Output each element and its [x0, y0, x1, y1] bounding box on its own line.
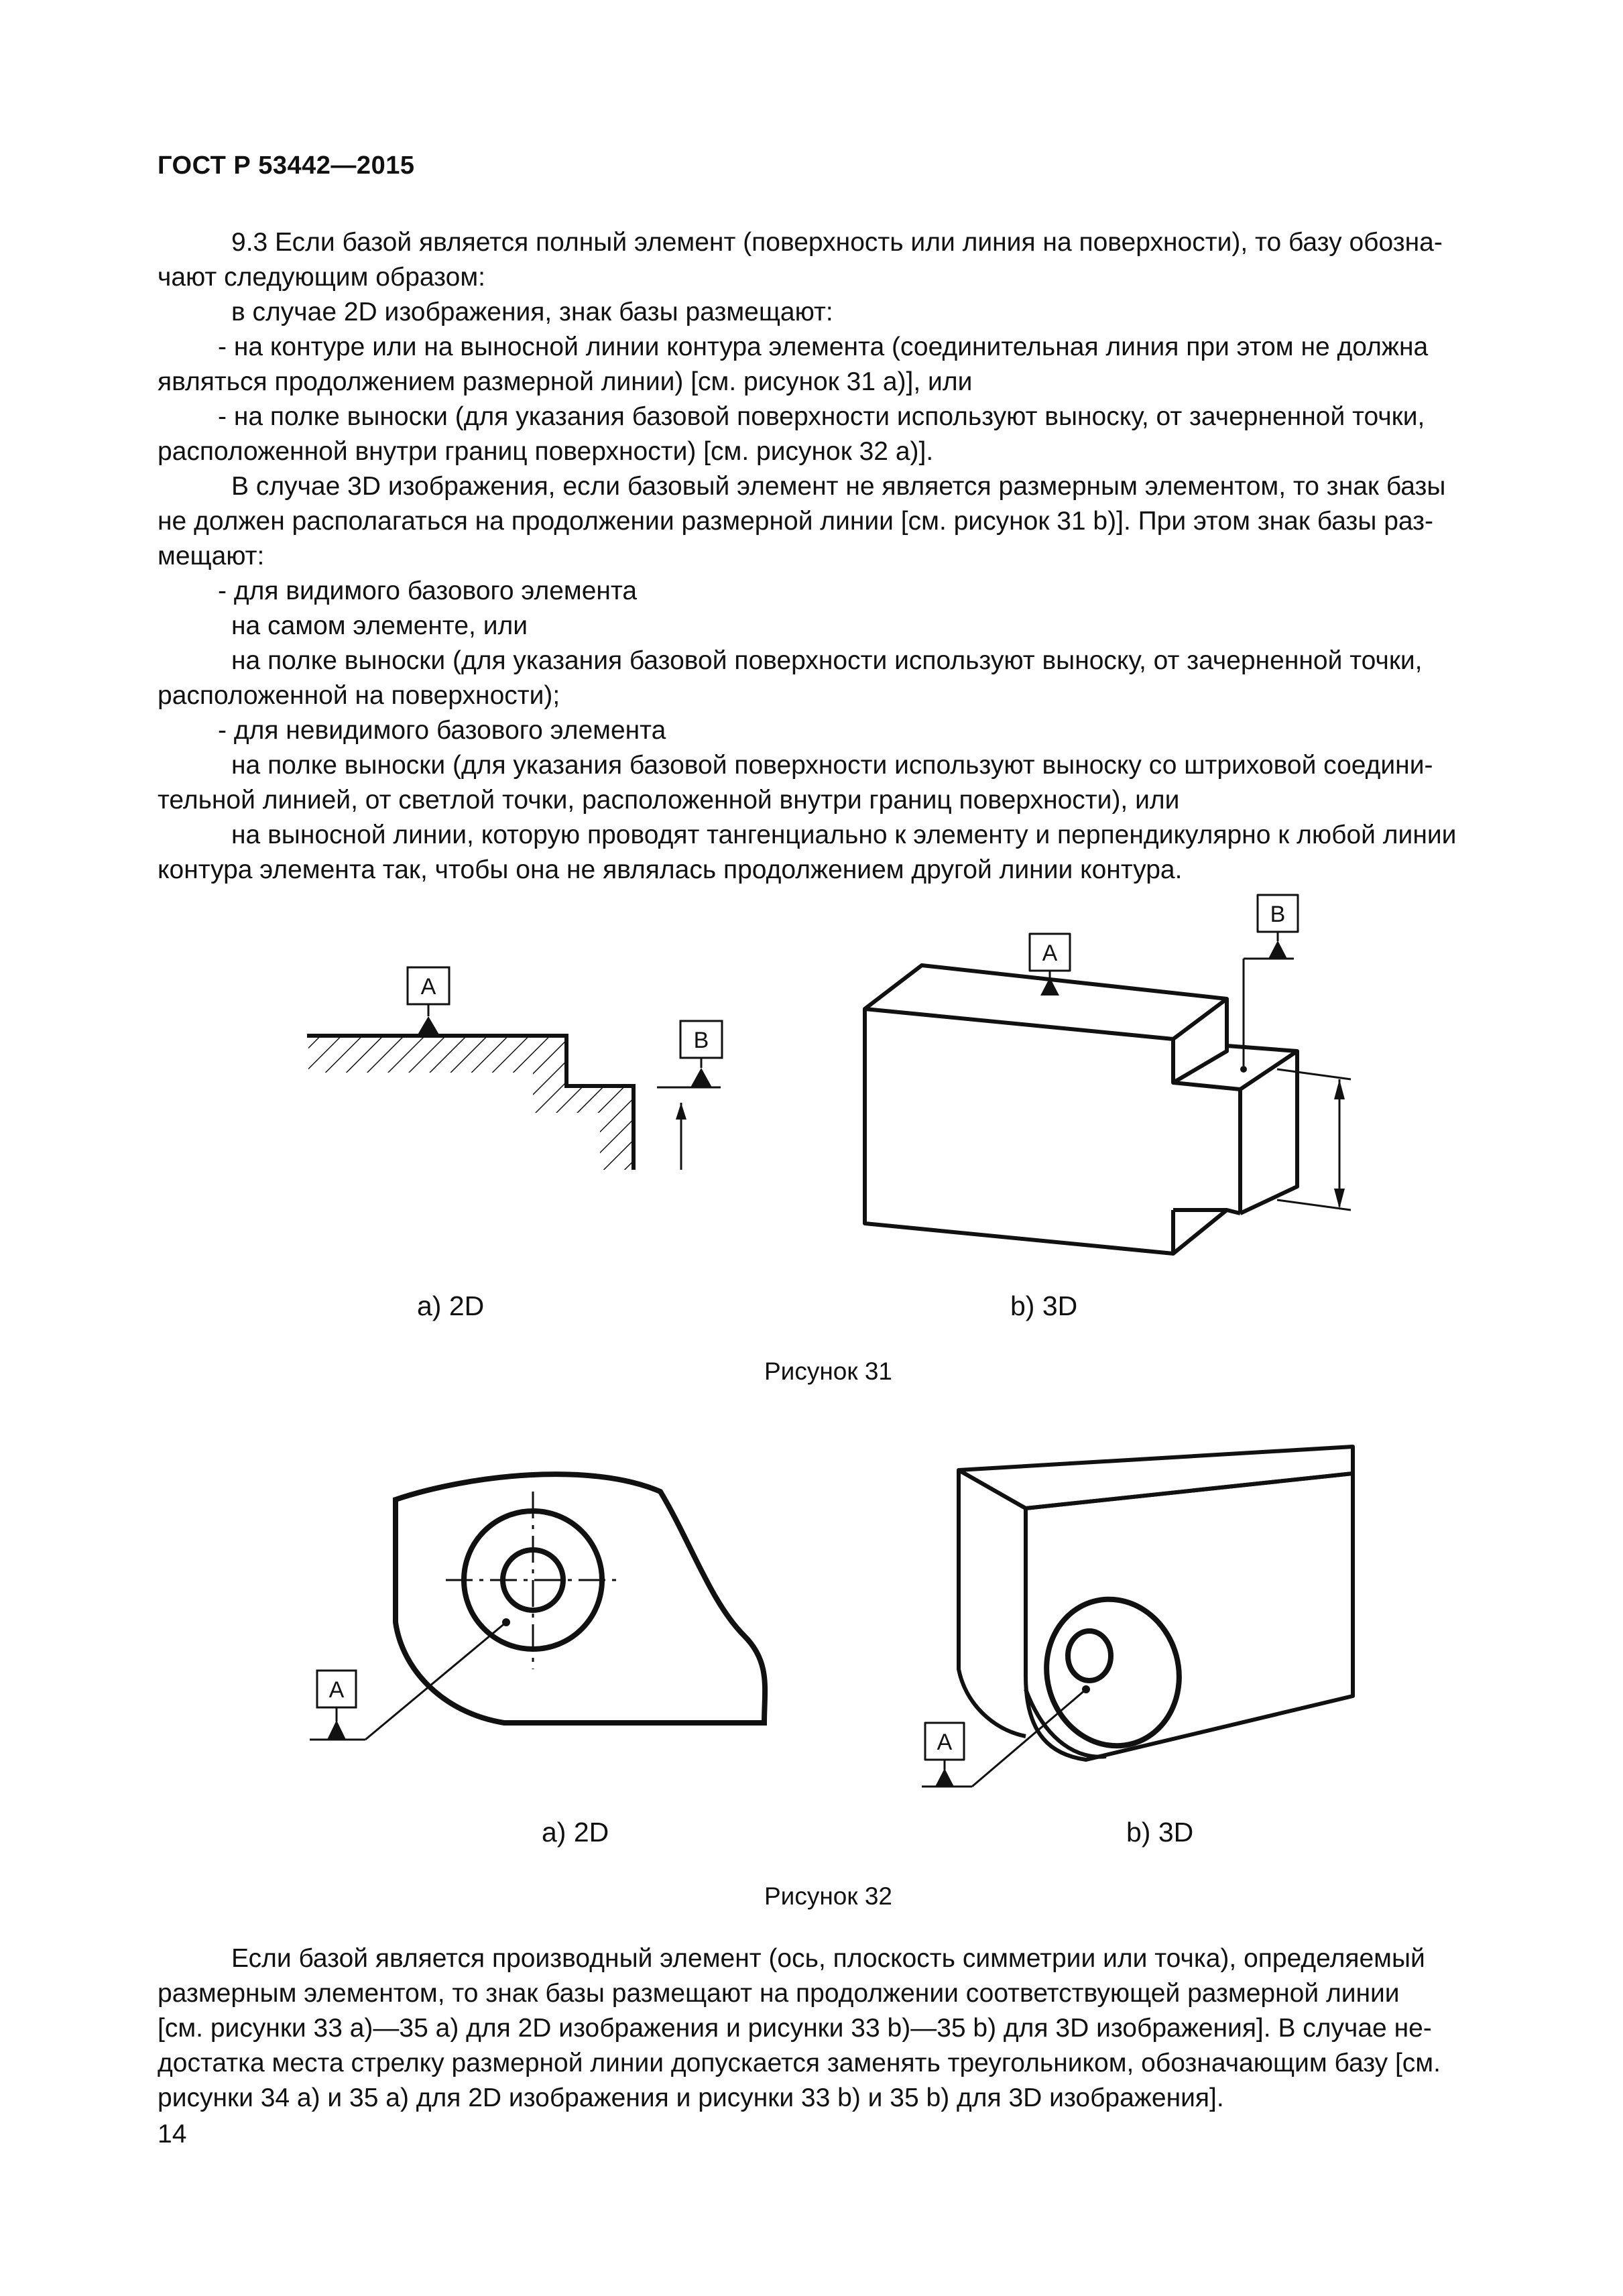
text-line: - на контуре или на выносной линии контура элемента (соединительная линия при этом не должна	[218, 333, 1429, 361]
text-line: [см. рисунки 33 а)—35 а) для 2D изображения и рисунки 33 b)—35 b) для 3D изображения]. В случае не-	[158, 2014, 1432, 2043]
text-line: мещают:	[158, 542, 265, 570]
text-line: на полке выноски (для указания базовой поверхности используют выноску со штриховой соедини-	[231, 751, 1433, 780]
arrow-icon	[1334, 1189, 1345, 1209]
part-contour	[396, 1474, 765, 1723]
datum-triangle-a	[327, 1720, 346, 1740]
inner-circle	[1068, 1631, 1111, 1681]
text-line: на самом элементе, или	[231, 611, 528, 640]
datum-triangle-b3	[1268, 941, 1287, 959]
figure-31a-2d	[307, 967, 722, 1170]
leader-dot	[1240, 1066, 1247, 1073]
text-line: - для видимого базового элемента	[218, 577, 638, 605]
text-line: В случае 3D изображения, если базовый элемент не является размерным элементом, то знак базы	[231, 472, 1446, 501]
figure-31b-3d	[865, 895, 1351, 1254]
subfigure-label-a: а) 2D	[417, 1290, 485, 1321]
datum-triangle-a3	[935, 1768, 954, 1787]
datum-triangle-a	[417, 1016, 440, 1036]
text-line: достатка места стрелку размерной линии допускается заменять треугольником, обозначающим базу [см.	[158, 2049, 1441, 2077]
text-line: на выносной линии, которую проводят тангенциально к элементу и перпендикулярно к любой линии	[231, 821, 1457, 849]
text-line: расположенной внутри границ поверхности) [см. рисунок 32 а)].	[158, 437, 934, 466]
text-line: Если базой является производный элемент (ось, плоскость симметрии или точка), определяемый	[231, 1944, 1425, 1973]
text-line: на полке выноски (для указания базовой поверхности используют выноску, от зачерненной точки,	[231, 646, 1423, 675]
subfigure-label-b: b) 3D	[1010, 1290, 1078, 1321]
datum-label-b: B	[693, 1028, 709, 1053]
leader-dot	[502, 1618, 510, 1626]
text-line: контура элемента так, чтобы она не являлась продолжением другой линии контура.	[158, 855, 1183, 884]
hatching	[308, 1036, 634, 1170]
block-top-face	[865, 965, 1227, 1039]
leader-line	[365, 1622, 506, 1740]
block-top-face	[959, 1447, 1353, 1508]
text-line: 9.3 Если базой является полный элемент (поверхность или линия на поверхности), то базу обозна-	[231, 228, 1443, 257]
datum-label-a3: A	[937, 1730, 953, 1755]
text-line: - на полке выноски (для указания базовой поверхности используют выноску, от зачерненной точки,	[218, 402, 1425, 431]
datum-label-b3: B	[1270, 902, 1286, 927]
text-line: в случае 2D изображения, знак базы размещают:	[231, 298, 833, 326]
text-line: размерным элементом, то знак базы размещают на продолжении соответствующей размерной линии	[158, 1979, 1400, 2008]
block-front-face	[1026, 1473, 1353, 1760]
figure-32a-2d	[310, 1474, 765, 1740]
text-line: тельной линией, от светлой точки, расположенной внутри границ поверхности), или	[158, 786, 1180, 814]
subfigure-label-a: а) 2D	[542, 1817, 609, 1848]
datum-label-a: A	[420, 974, 436, 1000]
arrow-icon	[1334, 1079, 1345, 1099]
text-line: - для невидимого базового элемента	[218, 716, 666, 745]
figure-caption: Рисунок 31	[764, 1357, 892, 1385]
text-line: рисунки 34 а) и 35 а) для 2D изображения и рисунки 33 b) и 35 b) для 3D изображения].	[158, 2083, 1224, 2112]
text-line: чают следующим образом:	[158, 263, 485, 292]
text-line: расположенной на поверхности);	[158, 681, 560, 710]
text-line: не должен располагаться на продолжении размерной линии [см. рисунок 31 b)]. При этом знак базы раз-	[158, 507, 1434, 536]
figure-caption: Рисунок 32	[764, 1882, 892, 1910]
subfigure-label-b: b) 3D	[1126, 1817, 1194, 1848]
datum-label-a: A	[328, 1677, 345, 1703]
figure-32b-3d	[922, 1447, 1353, 1787]
arrow-icon	[676, 1103, 686, 1120]
text-line: являться продолжением размерной линии) [см. рисунок 31 а)], или	[158, 367, 973, 396]
document-header: ГОСТ Р 53442—2015	[158, 152, 415, 180]
leader-dot	[1082, 1685, 1090, 1693]
datum-triangle-b	[690, 1068, 712, 1087]
page-number: 14	[158, 2120, 187, 2149]
outer-circle	[1030, 1584, 1195, 1760]
datum-label-a3: A	[1042, 941, 1058, 966]
